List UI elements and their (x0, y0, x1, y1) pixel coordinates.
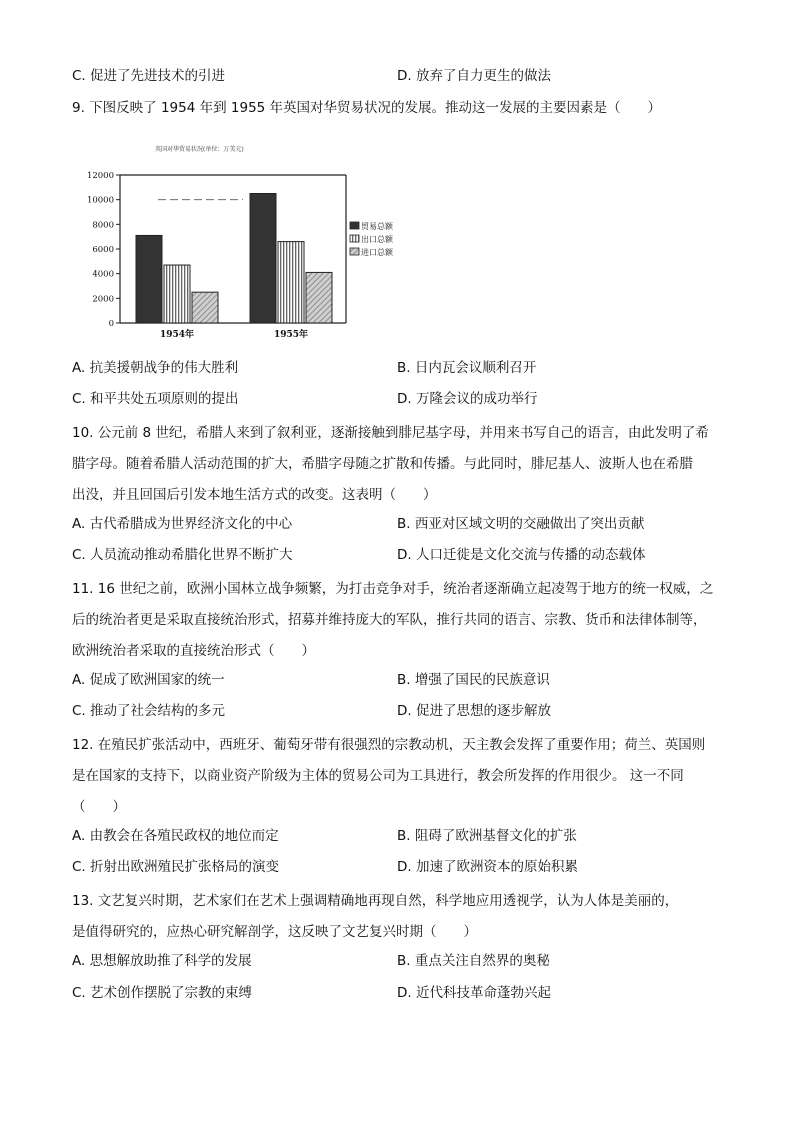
y-tick-label: 2000 (92, 294, 114, 305)
q11-option-a: A. 促成了欧洲国家的统一 (72, 672, 225, 688)
bar-1-1 (278, 242, 304, 323)
q11-options-row-2 (72, 702, 732, 720)
q11-options-row-1 (72, 671, 732, 689)
q9-options-row-2 (72, 390, 732, 408)
q12-options-row-2 (72, 858, 732, 876)
q11-line-1: 11. 16 世纪之前，欧洲小国林立战争频繁，为打击竞争对手，统治者逐渐确立起凌驾于地方的统一权威，之 (72, 581, 714, 597)
q12-stem (72, 730, 732, 823)
q10-option-b: B. 西亚对区域文明的交融做出了突出贡献 (397, 516, 645, 532)
bar-0-1 (164, 265, 190, 323)
q13-option-c: C. 艺术创作摆脱了宗教的束缚 (72, 985, 253, 1001)
y-tick-label: 8000 (92, 220, 114, 231)
uk-china-trade-chart (86, 140, 393, 345)
q11-option-b: B. 增强了国民的民族意识 (397, 672, 550, 688)
legend-label: 进口总额 (361, 248, 393, 257)
q9-option-b: B. 日内瓦会议顺利召开 (397, 360, 537, 376)
q10-options-row-2 (72, 546, 732, 564)
q10-option-a: A. 古代希腊成为世界经济文化的中心 (72, 516, 293, 532)
q13-option-a: A. 思想解放助推了科学的发展 (72, 953, 252, 969)
q12-option-d: D. 加速了欧洲资本的原始积累 (397, 859, 578, 875)
q12-line-1: 12. 在殖民扩张活动中，西班牙、葡萄牙带有很强烈的宗教动机，天主教会发挥了重要作用；荷兰、英国则 (72, 737, 706, 753)
bar-1-2 (306, 272, 332, 323)
q13-line-1: 13. 文艺复兴时期，艺术家们在艺术上强调精确地再现自然，科学地应用透视学，认为人体是美丽的， (72, 893, 679, 909)
q8-option-c: C. 促进了先进技术的引进 (72, 68, 226, 84)
q9-option-a: A. 抗美援朝战争的伟大胜利 (72, 360, 239, 376)
y-tick-label: 10000 (86, 195, 114, 206)
x-tick-label: 1955年 (273, 330, 309, 340)
q12-line-2: 是在国家的支持下，以商业资产阶级为主体的贸易公司为工具进行，教会所发挥的作用很少。 这一不同 (72, 768, 684, 784)
q8-option-d: D. 放弃了自力更生的做法 (397, 68, 551, 84)
q13-option-d: D. 近代科技革命蓬勃兴起 (397, 985, 551, 1001)
y-tick-label: 4000 (92, 269, 114, 280)
q13-options-row-1 (72, 952, 732, 970)
q9-option-d: D. 万隆会议的成功举行 (397, 391, 538, 407)
y-tick-label: 12000 (86, 171, 114, 181)
q11-line-3: 欧洲统治者采取的直接统治形式（ ） (72, 643, 315, 659)
legend-label: 贸易总额 (361, 222, 393, 231)
q10-line-1: 10. 公元前 8 世纪，希腊人来到了叙利亚，逐渐接触到腓尼基字母，并用来书写自己的语言，由此发明了希 (72, 425, 709, 441)
q12-line-3: （ ） (72, 799, 126, 815)
q12-options-row-1 (72, 827, 732, 845)
q13-line-2: 是值得研究的，应热心研究解剖学，这反映了文艺复兴时期（ ） (72, 924, 477, 940)
legend-swatch (350, 222, 359, 229)
bar-0-2 (192, 292, 218, 323)
y-tick-label: 0 (108, 319, 114, 329)
q13-options-row-2 (72, 984, 732, 1002)
q10-stem (72, 418, 732, 511)
q9-stem: 9. 下图反映了 1954 年到 1955 年英国对华贸易状况的发展。推动这一发展的主要因素是（ ） (72, 100, 662, 116)
chart-title: 英国对华贸易状况(单位：万美元) (155, 146, 244, 153)
y-tick-label: 6000 (92, 245, 114, 255)
q10-line-2: 腊字母。随着希腊人活动范围的扩大，希腊字母随之扩散和传播。与此同时，腓尼基人、波斯人也在希腊 (72, 456, 693, 472)
legend-swatch (350, 235, 359, 242)
legend-label: 出口总额 (361, 235, 393, 244)
q12-option-c: C. 折射出欧洲殖民扩张格局的演变 (72, 859, 280, 875)
q12-option-a: A. 由教会在各殖民政权的地位而定 (72, 828, 279, 844)
bar-1-0 (250, 194, 276, 324)
q11-line-2: 后的统治者更是采取直接统治形式，招募并维持庞大的军队，推行共同的语言、宗教、货币和法律体制等， (72, 612, 707, 628)
q12-option-b: B. 阻碍了欧洲基督文化的扩张 (397, 828, 577, 844)
q8-options-row (72, 67, 732, 85)
q13-stem (72, 886, 732, 948)
q11-option-d: D. 促进了思想的逐步解放 (397, 703, 551, 719)
q10-line-3: 出没，并且回国后引发本地生活方式的改变。这表明（ ） (72, 487, 437, 503)
q9-options-row-1 (72, 359, 732, 377)
q10-options-row-1 (72, 515, 732, 533)
q10-option-c: C. 人员流动推动希腊化世界不断扩大 (72, 547, 293, 563)
q11-stem (72, 574, 732, 667)
bar-0-0 (136, 235, 162, 323)
q9-option-c: C. 和平共处五项原则的提出 (72, 391, 239, 407)
q10-option-d: D. 人口迁徙是文化交流与传播的动态载体 (397, 547, 646, 563)
q11-option-c: C. 推动了社会结构的多元 (72, 703, 226, 719)
q13-option-b: B. 重点关注自然界的奥秘 (397, 953, 550, 969)
x-tick-label: 1954年 (159, 330, 195, 340)
legend-swatch (350, 248, 359, 255)
